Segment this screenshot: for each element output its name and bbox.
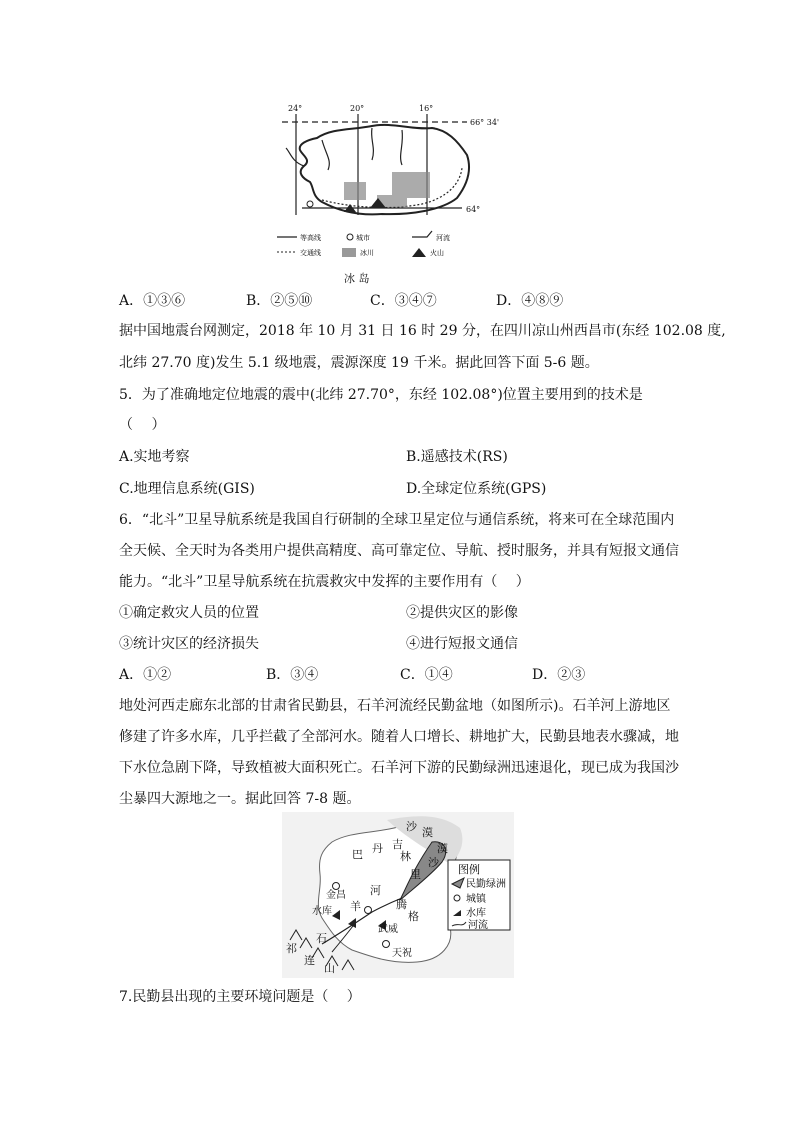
q5-option-c: C.地理信息系统(GIS) xyxy=(119,481,255,497)
q6-option-d: D．②③ xyxy=(532,667,586,683)
q5-option-d: D.全球定位系统(GPS) xyxy=(406,481,547,497)
q6-item-3: ③统计灾区的经济损失 xyxy=(119,636,259,652)
intro-7-8-line: 下水位急剧下降，导致植被大面积死亡。石羊河下游的民勤绿洲迅速退化，现已成为我国沙 xyxy=(119,760,679,776)
legend-title: 图例 xyxy=(458,863,480,876)
map-label: 漠 xyxy=(437,842,448,855)
map-label: 沙 xyxy=(406,820,417,833)
legend-volcano: 火山 xyxy=(430,249,444,257)
map-label: 林 xyxy=(400,850,411,863)
q4-option-d: D．④⑧⑨ xyxy=(496,293,564,309)
q6-stem: 6．“北斗”卫星导航系统是我国自行研制的全球卫星定位与通信系统，将来可在全球范围内 xyxy=(119,512,675,528)
intro-7-8-line: 尘暴四大源地之一。据此回答 7-8 题。 xyxy=(119,791,361,807)
map-label: 漠 xyxy=(422,826,433,839)
legend-oasis: 民勤绿洲 xyxy=(466,879,506,890)
map-label: 丹 xyxy=(372,842,383,855)
map-label: 金昌 xyxy=(326,890,346,901)
map-label: 石 xyxy=(316,932,327,945)
legend-reservoir: 水库 xyxy=(466,908,486,919)
legend-river: 河流 xyxy=(436,234,450,242)
q6-option-a: A．①② xyxy=(119,667,172,683)
minqin-map xyxy=(282,812,514,978)
map-label: 天祝 xyxy=(392,948,412,959)
legend-town: 城镇 xyxy=(466,894,486,905)
map-label: 羊 xyxy=(350,900,361,913)
intro-7-8-line: 修建了许多水库，几乎拦截了全部河水。随着人口增长、耕地扩大，民勤县地表水骤减，地 xyxy=(119,729,679,745)
q6-stem: 能力。“北斗”卫星导航系统在抗震救灾中发挥的主要作用有（ ） xyxy=(119,574,530,590)
q5-option-a: A.实地考察 xyxy=(119,449,190,465)
q6-option-b: B．③④ xyxy=(266,667,319,683)
map-label: 吉 xyxy=(392,838,403,851)
lon-label: 24° xyxy=(288,104,303,113)
q6-item-1: ①确定救灾人员的位置 xyxy=(119,605,259,621)
intro-7-8-line: 地处河西走廊东北部的甘肃省民勤县，石羊河流经民勤盆地（如图所示)。石羊河上游地区 xyxy=(119,698,671,714)
intro-5-6-line: 据中国地震台网测定，2018 年 10 月 31 日 16 时 29 分，在四川凉山州西昌市(东经 102.08 度, xyxy=(119,323,726,339)
map-label: 沙 xyxy=(428,856,439,869)
q6-item-4: ④进行短报文通信 xyxy=(406,636,518,652)
lon-label: 20° xyxy=(350,104,365,113)
iceland-map-caption: 冰 岛 xyxy=(344,272,370,285)
map-label: 河 xyxy=(370,884,381,897)
lat-label: 64° xyxy=(466,205,481,214)
map-label: 祁 xyxy=(286,942,297,955)
q7-stem: 7.民勤县出现的主要环境问题是（ ） xyxy=(119,989,361,1005)
q5-stem-bracket: （ ） xyxy=(119,417,166,433)
map-label: 腾 xyxy=(396,898,407,911)
map-label: 连 xyxy=(304,954,315,967)
q6-stem: 全天候、全天时为各类用户提供高精度、高可靠定位、导航、授时服务，并具有短报文通信 xyxy=(119,543,679,559)
map-label: 武威 xyxy=(378,924,398,935)
q5-option-b: B.遥感技术(RS) xyxy=(406,449,508,465)
map-label: 山 xyxy=(324,962,335,975)
map-label: 格 xyxy=(408,910,419,923)
intro-5-6-line: 北纬 27.70 度)发生 5.1 级地震，震源深度 19 千米。据此回答下面 5-6 题。 xyxy=(119,355,599,371)
map-label: 水库 xyxy=(312,906,332,917)
q5-stem: 5．为了准确地定位地震的震中(北纬 27.70°，东经 102.08°)位置主要用到的技术是 xyxy=(119,387,643,403)
legend-glacier: 冰川 xyxy=(360,249,374,257)
legend-city: 城市 xyxy=(356,234,370,242)
lon-label: 16° xyxy=(419,104,434,113)
legend-river: 河流 xyxy=(468,920,488,931)
iceland-map xyxy=(262,100,508,268)
legend-contour: 等高线 xyxy=(300,234,321,242)
q4-option-a: A．①③⑥ xyxy=(119,293,186,309)
q6-option-c: C．①④ xyxy=(400,667,453,683)
map-label: 里 xyxy=(410,868,421,881)
map-label: 巴 xyxy=(352,848,363,861)
legend-road: 交通线 xyxy=(300,249,321,257)
q4-option-b: B．②⑤⑩ xyxy=(246,293,313,309)
lat-label: 66° 34' xyxy=(470,118,500,127)
q6-item-2: ②提供灾区的影像 xyxy=(406,605,518,621)
q4-option-c: C．③④⑦ xyxy=(370,293,437,309)
